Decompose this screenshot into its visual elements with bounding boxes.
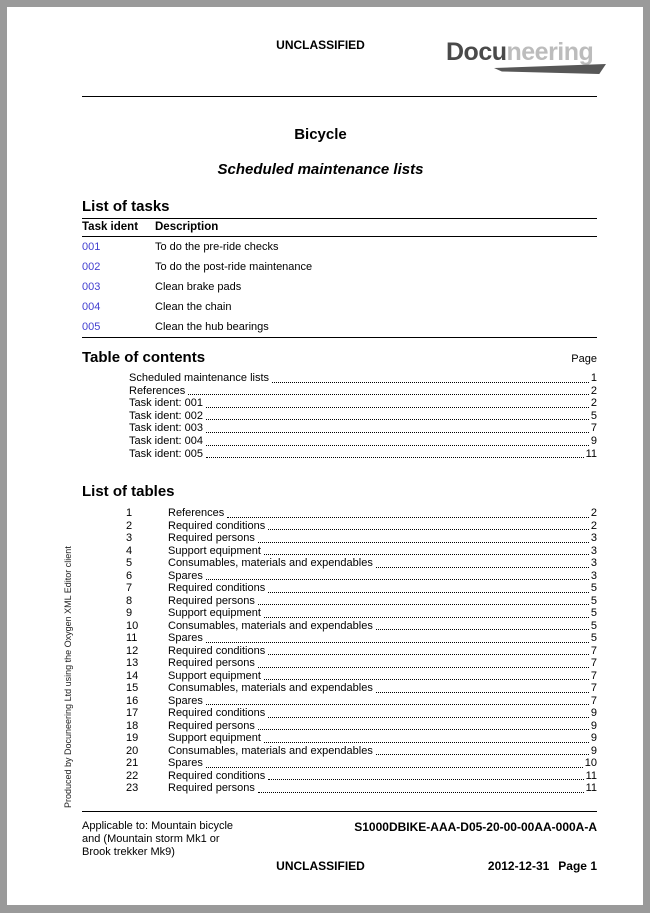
task-row bbox=[82, 257, 597, 277]
docuneering-logo bbox=[446, 39, 608, 74]
table-entry-title: Required conditions bbox=[168, 582, 266, 595]
applicable-to-block bbox=[82, 820, 233, 860]
table-entry-title: Consumables, materials and expendables bbox=[168, 619, 373, 632]
table-entry-title: References bbox=[168, 507, 225, 520]
table-entry-number: 6 bbox=[126, 569, 133, 582]
table-entry-page-number: 5 bbox=[590, 582, 597, 595]
table-entry-dot-leader bbox=[227, 517, 589, 518]
list-of-tasks-heading: List of tasks bbox=[82, 198, 170, 215]
list-of-tables-entry bbox=[126, 770, 597, 783]
toc-entry-page-number: 5 bbox=[590, 409, 597, 422]
task-row bbox=[82, 277, 597, 297]
table-entry-number: 10 bbox=[126, 619, 139, 632]
table-entry-number: 7 bbox=[126, 582, 133, 595]
table-entry-title: Required persons bbox=[168, 719, 255, 732]
table-entry-page-number: 5 bbox=[590, 594, 597, 607]
toc-entry bbox=[129, 385, 597, 398]
table-entry-title: Consumables, materials and expendables bbox=[168, 744, 373, 757]
list-of-tables-entry bbox=[126, 645, 597, 658]
table-entry-number: 18 bbox=[126, 719, 139, 732]
table-entry-number: 9 bbox=[126, 607, 133, 620]
table-entry-title: Spares bbox=[168, 632, 203, 645]
task-description: To do the pre-ride checks bbox=[155, 241, 279, 253]
table-entry-title: Spares bbox=[168, 757, 203, 770]
list-of-tables-entry bbox=[126, 520, 597, 533]
toc-entry-page-number: 7 bbox=[590, 422, 597, 435]
task-description: To do the post-ride maintenance bbox=[155, 261, 313, 273]
list-of-tables-entry bbox=[126, 745, 597, 758]
toc-dot-leader bbox=[206, 457, 584, 458]
table-entry-number: 2 bbox=[126, 519, 133, 532]
task-description: Clean the hub bearings bbox=[155, 321, 269, 333]
list-of-tables-entry bbox=[126, 657, 597, 670]
table-entry-page-number: 3 bbox=[590, 544, 597, 557]
toc-entry-page-number: 2 bbox=[590, 397, 597, 410]
table-entry-number: 1 bbox=[126, 507, 133, 520]
list-of-tables-entry bbox=[126, 670, 597, 683]
table-entry-title: Required persons bbox=[168, 782, 255, 795]
table-entry-page-number: 7 bbox=[590, 669, 597, 682]
table-entry-dot-leader bbox=[264, 679, 589, 680]
table-entry-number: 5 bbox=[126, 557, 133, 570]
table-entry-page-number: 7 bbox=[590, 644, 597, 657]
table-entry-number: 11 bbox=[126, 632, 138, 645]
table-entry-number: 21 bbox=[126, 757, 139, 770]
task-row bbox=[82, 297, 597, 317]
table-entry-title: Spares bbox=[168, 694, 203, 707]
toc-entry-page-number: 9 bbox=[590, 434, 597, 447]
table-entry-number: 14 bbox=[126, 669, 139, 682]
table-entry-page-number: 9 bbox=[590, 744, 597, 757]
production-note-vertical: Produced by Docuneering Ltd using the Oxygen XML Editor client bbox=[63, 546, 73, 808]
footer bbox=[82, 811, 597, 882]
toc-entry bbox=[129, 372, 597, 385]
applicable-to-line: Brook trekker Mk9) bbox=[82, 846, 175, 859]
table-entry-number: 4 bbox=[126, 544, 133, 557]
table-entry-dot-leader bbox=[258, 604, 589, 605]
table-entry-title: Required persons bbox=[168, 594, 255, 607]
table-entry-title: Support equipment bbox=[168, 669, 261, 682]
table-entry-dot-leader bbox=[258, 542, 589, 543]
footer-classification: UNCLASSIFIED bbox=[276, 859, 365, 873]
logo-text-docu: Docu bbox=[446, 38, 507, 66]
table-entry-number: 3 bbox=[126, 532, 133, 545]
list-of-tables-entry bbox=[126, 782, 597, 795]
table-entry-page-number: 10 bbox=[584, 757, 597, 770]
list-of-tables-entry bbox=[126, 532, 597, 545]
toc-dot-leader bbox=[206, 445, 589, 446]
footer-inner bbox=[82, 812, 597, 882]
table-entry-dot-leader bbox=[268, 529, 589, 530]
task-table bbox=[82, 218, 597, 338]
table-entry-dot-leader bbox=[258, 792, 584, 793]
toc-dot-leader bbox=[272, 382, 589, 383]
table-entry-title: Required conditions bbox=[168, 519, 266, 532]
toc-entry bbox=[129, 410, 597, 423]
toc-entry-title: Task ident: 002 bbox=[129, 409, 203, 422]
table-entry-number: 13 bbox=[126, 657, 139, 670]
table-entry-page-number: 3 bbox=[590, 569, 597, 582]
table-entry-number: 16 bbox=[126, 694, 139, 707]
table-entry-dot-leader bbox=[268, 654, 589, 655]
table-entry-title: Required persons bbox=[168, 657, 255, 670]
toc-entry-title: Scheduled maintenance lists bbox=[129, 372, 270, 384]
document-subtitle: Scheduled maintenance lists bbox=[217, 161, 424, 178]
toc-entry bbox=[129, 435, 597, 448]
table-entry-page-number: 3 bbox=[590, 532, 597, 545]
task-ident-cell bbox=[82, 297, 155, 317]
task-ident-cell bbox=[82, 237, 155, 258]
table-entry-page-number: 11 bbox=[585, 782, 597, 795]
table-entry-dot-leader bbox=[264, 617, 589, 618]
task-ident-link[interactable]: 005 bbox=[82, 321, 101, 333]
toc-entry bbox=[129, 448, 597, 461]
toc-entry bbox=[129, 397, 597, 410]
toc-page-column-label: Page bbox=[571, 353, 597, 365]
task-ident-link[interactable]: 001 bbox=[82, 241, 101, 253]
table-entry-page-number: 2 bbox=[590, 519, 597, 532]
task-ident-cell bbox=[82, 317, 155, 338]
table-entry-number: 17 bbox=[126, 707, 139, 720]
toc-entry-title: Task ident: 004 bbox=[129, 434, 203, 447]
toc-entry bbox=[129, 422, 597, 435]
list-of-tables-entry bbox=[126, 607, 597, 620]
table-entry-number: 12 bbox=[126, 644, 139, 657]
header-classification: UNCLASSIFIED bbox=[276, 38, 365, 52]
table-entry-title: Spares bbox=[168, 569, 203, 582]
table-entry-page-number: 9 bbox=[590, 707, 597, 720]
table-entry-title: Support equipment bbox=[168, 544, 261, 557]
toc-entry-title: Task ident: 001 bbox=[129, 397, 203, 410]
toc-entry-page-number: 1 bbox=[590, 372, 597, 384]
table-entry-page-number: 5 bbox=[590, 607, 597, 620]
applicable-to-line: Applicable to: Mountain bicycle bbox=[82, 820, 234, 832]
toc-entry-page-number: 11 bbox=[585, 447, 597, 460]
list-of-tables-entries bbox=[82, 507, 597, 795]
table-entry-page-number: 7 bbox=[590, 682, 597, 695]
table-entry-page-number: 9 bbox=[590, 732, 597, 745]
document-page bbox=[7, 7, 643, 905]
list-of-tables-entry bbox=[126, 732, 597, 745]
table-entry-page-number: 5 bbox=[590, 619, 597, 632]
table-entry-title: Required conditions bbox=[168, 769, 266, 782]
toc-heading: Table of contents bbox=[82, 349, 206, 366]
task-description: Clean brake pads bbox=[155, 281, 242, 293]
table-entry-dot-leader bbox=[376, 567, 589, 568]
task-table-header-ident: Task ident bbox=[82, 219, 155, 237]
list-of-tables-entry bbox=[126, 557, 597, 570]
table-entry-title: Required conditions bbox=[168, 707, 266, 720]
table-entry-page-number: 5 bbox=[590, 632, 597, 645]
list-of-tables-heading: List of tables bbox=[82, 483, 175, 501]
task-table-header-description: Description bbox=[155, 219, 597, 237]
task-row bbox=[82, 237, 597, 258]
issue-date: 2012-12-31 bbox=[487, 859, 550, 873]
toc-dot-leader bbox=[206, 407, 589, 408]
table-entry-number: 19 bbox=[126, 732, 139, 745]
table-entry-dot-leader bbox=[268, 717, 589, 718]
toc-entry-title: Task ident: 005 bbox=[129, 447, 203, 460]
toc-entry-title: References bbox=[129, 384, 186, 397]
table-entry-dot-leader bbox=[268, 779, 583, 780]
table-entry-page-number: 9 bbox=[590, 719, 597, 732]
toc-entry-title: Task ident: 003 bbox=[129, 422, 203, 435]
list-of-tables-entry bbox=[126, 507, 597, 520]
task-table-header-row bbox=[82, 219, 597, 237]
list-of-tables-entry bbox=[126, 757, 597, 770]
task-row bbox=[82, 317, 597, 338]
logo-wordmark bbox=[446, 39, 608, 65]
list-of-tables-entry bbox=[126, 582, 597, 595]
table-entry-title: Support equipment bbox=[168, 732, 261, 745]
footer-date-page bbox=[488, 859, 597, 873]
list-of-tables-entry bbox=[126, 707, 597, 720]
table-entry-dot-leader bbox=[376, 629, 589, 630]
toc-entry-page-number: 2 bbox=[590, 384, 597, 397]
table-entry-dot-leader bbox=[264, 554, 589, 555]
list-of-tables-entry bbox=[126, 570, 597, 583]
table-entry-number: 20 bbox=[126, 744, 139, 757]
list-of-tables-entry bbox=[126, 595, 597, 608]
logo-text-neering: neering bbox=[506, 38, 594, 66]
task-ident-link[interactable]: 004 bbox=[82, 301, 101, 313]
table-entry-title: Support equipment bbox=[168, 607, 261, 620]
table-entry-dot-leader bbox=[206, 642, 589, 643]
toc-dot-leader bbox=[188, 394, 589, 395]
table-entry-title: Required persons bbox=[168, 532, 255, 545]
document-title: Bicycle bbox=[294, 126, 347, 143]
task-ident-link[interactable]: 003 bbox=[82, 281, 101, 293]
toc-entries bbox=[82, 372, 597, 460]
list-of-tables-entry bbox=[126, 632, 597, 645]
applicable-to-line: and (Mountain storm Mk1 or bbox=[82, 833, 220, 846]
list-of-tables-entry bbox=[126, 720, 597, 733]
table-entry-number: 22 bbox=[126, 769, 139, 782]
table-entry-dot-leader bbox=[268, 592, 589, 593]
header-rule bbox=[82, 96, 597, 97]
task-description: Clean the chain bbox=[155, 301, 232, 313]
table-entry-dot-leader bbox=[264, 742, 589, 743]
toc-header-row bbox=[82, 349, 597, 367]
task-ident-cell bbox=[82, 257, 155, 277]
table-entry-dot-leader bbox=[376, 692, 589, 693]
list-of-tables-entry bbox=[126, 620, 597, 633]
table-entry-page-number: 2 bbox=[590, 507, 597, 520]
table-entry-title: Consumables, materials and expendables bbox=[168, 557, 373, 570]
toc-dot-leader bbox=[206, 419, 589, 420]
table-entry-page-number: 3 bbox=[590, 557, 597, 570]
list-of-tables-entry bbox=[126, 682, 597, 695]
task-ident-cell bbox=[82, 277, 155, 297]
table-entry-page-number: 7 bbox=[590, 694, 597, 707]
page-number: Page 1 bbox=[558, 859, 597, 873]
data-module-code: S1000DBIKE-AAA-D05-20-00-00AA-000A-A bbox=[354, 820, 597, 834]
table-entry-number: 23 bbox=[126, 782, 139, 795]
table-entry-dot-leader bbox=[206, 579, 589, 580]
table-entry-dot-leader bbox=[206, 767, 583, 768]
table-entry-dot-leader bbox=[258, 729, 589, 730]
list-of-tables-entry bbox=[126, 545, 597, 558]
table-entry-number: 15 bbox=[126, 682, 139, 695]
table-entry-dot-leader bbox=[258, 667, 589, 668]
task-ident-link[interactable]: 002 bbox=[82, 261, 101, 273]
list-of-tables-entry bbox=[126, 695, 597, 708]
table-entry-dot-leader bbox=[206, 704, 589, 705]
table-entry-title: Consumables, materials and expendables bbox=[168, 682, 373, 695]
table-entry-page-number: 11 bbox=[585, 769, 597, 782]
table-entry-number: 8 bbox=[126, 594, 133, 607]
table-entry-title: Required conditions bbox=[168, 644, 266, 657]
table-entry-page-number: 7 bbox=[590, 657, 597, 670]
toc-dot-leader bbox=[206, 432, 589, 433]
table-entry-dot-leader bbox=[376, 754, 589, 755]
